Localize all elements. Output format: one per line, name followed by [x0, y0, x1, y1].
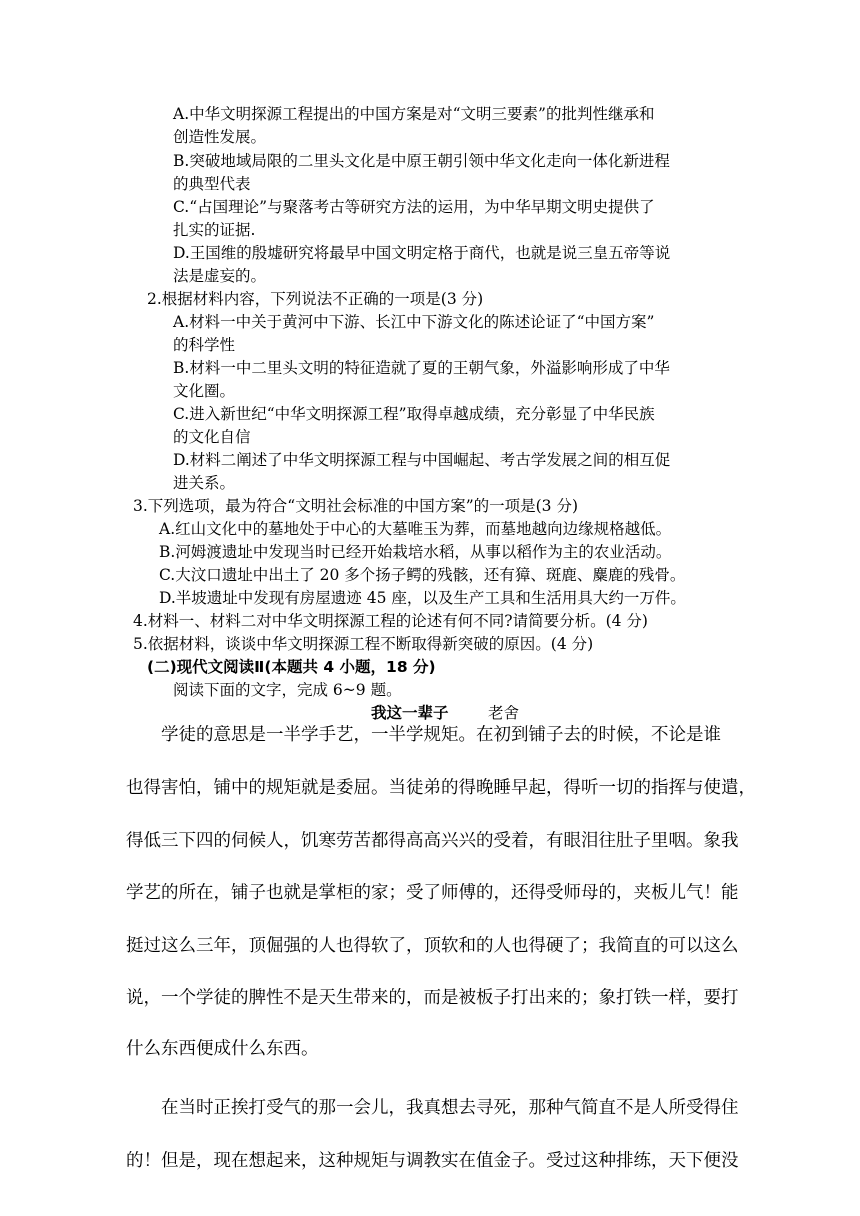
reading-instruction: 阅读下面的文字，完成 6~9 题。 — [173, 681, 402, 699]
q1-option-a-line1: A.中华文明探源工程提出的中国方案是对“文明三要素”的批判性继承和 — [173, 105, 655, 123]
section-title: (二)现代文阅读Ⅱ(本题共 4 小题，18 分) — [147, 658, 436, 676]
q3-option-a: A.红山文化中的墓地处于中心的大墓唯玉为葬，而墓地越向边缘规格越低。 — [159, 520, 672, 538]
passage-author: 老舍 — [488, 704, 520, 722]
q1-option-b-line1: B.突破地域局限的二里头文化是中原王朝引领中华文化走向一体化新进程 — [173, 152, 670, 170]
q4-question: 4.材料一、材料二对中华文明探源工程的论述有何不同?请简要分析。(4 分) — [133, 612, 648, 630]
q1-option-c-line2: 扎实的证据. — [173, 221, 256, 239]
q1-option-c-line1: C.“占国理论”与聚落考古等研究方法的运用，为中华早期文明史提供了 — [173, 198, 655, 216]
q2-option-b-line1: B.材料一中二里头文明的特征造就了夏的王朝气象，外溢影响形成了中华 — [173, 359, 670, 377]
q1-option-b-line2: 的典型代表 — [173, 175, 251, 193]
q1-option-a-line2: 创造性发展。 — [173, 128, 267, 146]
q2-option-d-line1: D.材料二阐述了中华文明探源工程与中国崛起、考古学发展之间的相互促 — [173, 451, 671, 469]
passage-line: 挺过这么三年，顶倔强的人也得软了，顶软和的人也得硬了；我简直的可以这么 — [126, 936, 739, 956]
passage-line: 学徒的意思是一半学手艺，一半学规矩。在初到铺子去的时候，不论是谁 — [161, 725, 721, 745]
passage-line: 说，一个学徒的脾性不是天生带来的，而是被板子打出来的；象打铁一样，要打 — [126, 988, 739, 1008]
q3-option-b: B.河姆渡遗址中发现当时已经开始栽培水稻，从事以稻作为主的农业活动。 — [159, 543, 672, 561]
passage-line: 学艺的所在，铺子也就是掌柜的家；受了师傅的，还得受师母的，夹板儿气！能 — [126, 883, 739, 903]
passage-line: 在当时正挨打受气的那一会儿，我真想去寻死，那种气简直不是人所受得住 — [161, 1098, 739, 1118]
q2-option-d-line2: 进关系。 — [173, 474, 236, 492]
q3-stem: 3.下列选项，最为符合“文明社会标准的中国方案”的一项是(3 分) — [133, 497, 579, 515]
q2-option-a-line1: A.材料一中关于黄河中下游、长江中下游文化的陈述论证了“中国方案” — [173, 313, 655, 331]
q3-option-d: D.半坡遗址中发现有房屋遗迹 45 座，以及生产工具和生活用具大约一万件。 — [159, 589, 686, 607]
passage-line: 得低三下四的伺候人，饥寒劳苦都得高高兴兴的受着，有眼泪往肚子里咽。象我 — [126, 831, 739, 851]
q5-question: 5.依据材料，谈谈中华文明探源工程不断取得新突破的原因。(4 分) — [133, 635, 594, 653]
q1-option-d-line2: 法是虚妄的。 — [173, 267, 267, 285]
passage-line: 什么东西便成什么东西。 — [126, 1039, 319, 1059]
passage-title: 我这一辈子 — [371, 704, 449, 722]
q1-option-d-line1: D.王国维的殷墟研究将最早中国文明定格于商代，也就是说三皇五帝等说 — [173, 244, 671, 262]
q2-option-c-line2: 的文化自信 — [173, 428, 251, 446]
passage-line: 也得害怕，铺中的规矩就是委屈。当徒弟的得晚睡早起，得听一切的指挥与使遣， — [126, 778, 756, 798]
q2-option-a-line2: 的科学性 — [173, 336, 236, 354]
q2-option-b-line2: 文化圈。 — [173, 382, 236, 400]
q3-option-c: C.大汶口遗址中出土了 20 多个扬子鳄的残骸，还有獐、斑鹿、麋鹿的残骨。 — [159, 566, 686, 584]
q2-option-c-line1: C.进入新世纪“中华文明探源工程”取得卓越成绩，充分彰显了中华民族 — [173, 405, 655, 423]
q2-stem: 2.根据材料内容，下列说法不正确的一项是(3 分) — [147, 290, 484, 308]
passage-line: 的！但是，现在想起来，这种规矩与调教实在值金子。受过这种排练，天下便没 — [126, 1151, 739, 1171]
